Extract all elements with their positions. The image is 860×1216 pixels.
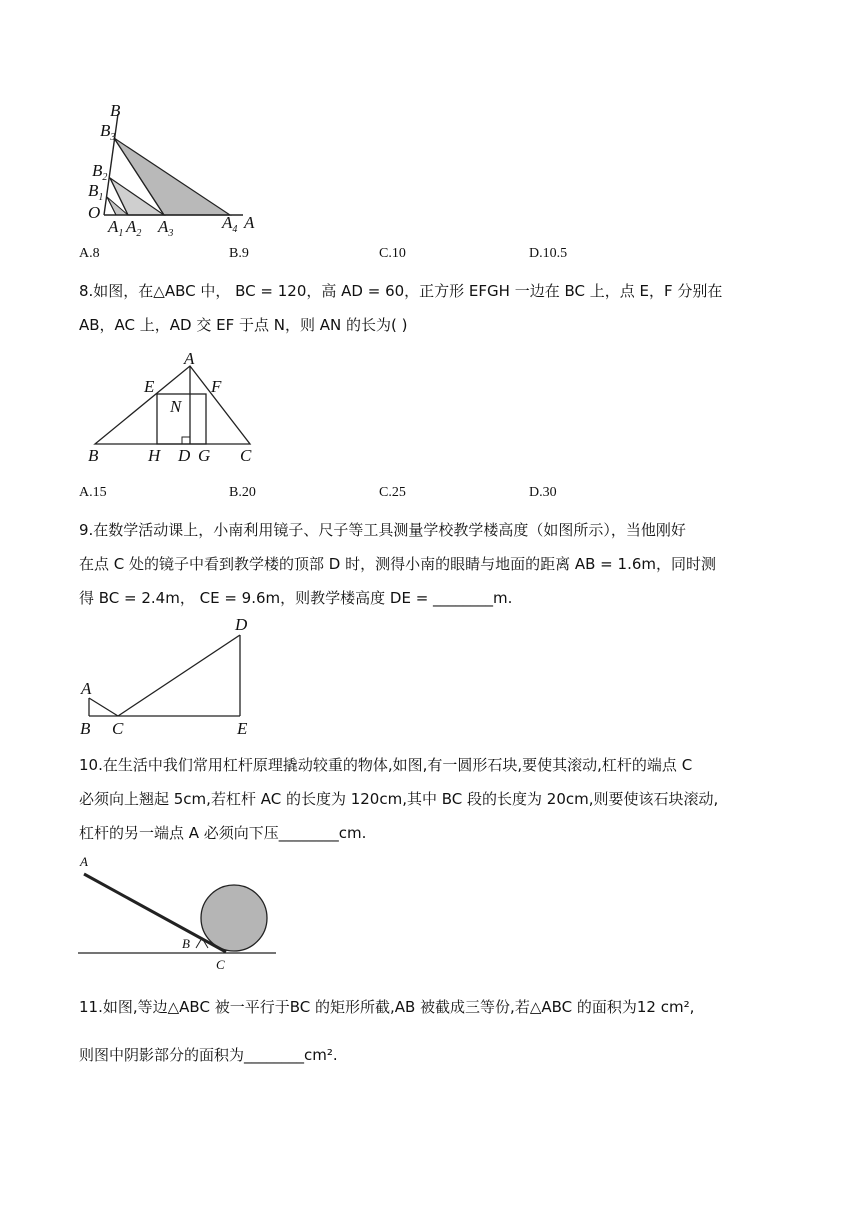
q7-label-a3: $A_3$ <box>158 217 174 239</box>
q7-option-b: B.9 <box>229 246 249 261</box>
q10-text-line1: 10.在生活中我们常用杠杆原理撬动较重的物体,如图,有一圆形石块,要使其滚动,杠杆的端点 C <box>79 756 693 774</box>
q10-label-a: A <box>80 854 88 869</box>
q8-label-h: H <box>148 446 161 465</box>
q8-label-g: G <box>198 446 211 465</box>
q9-text-line1: 9.在数学活动课上，小南利用镜子、尺子等工具测量学校教学楼高度（如图所示），当他刚好 <box>79 521 686 539</box>
q10-text-line3: 杠杆的另一端点 A 必须向下压________cm. <box>79 824 367 842</box>
q9-label-a: A <box>81 679 92 698</box>
q7-label-a: A <box>244 213 255 232</box>
q7-label-b3: $B_3$ <box>100 121 116 143</box>
q8-option-b: B.20 <box>229 485 256 500</box>
q7-option-c: C.10 <box>379 246 406 261</box>
q10-rock <box>201 885 267 951</box>
q8-label-n: N <box>170 397 182 416</box>
q8-option-a: A.15 <box>79 485 107 500</box>
q8-right-angle <box>182 437 190 444</box>
q8-text-line2: AB，AC 上，AD 交 EF 于点 N，则 AN 的长为( ) <box>79 316 408 334</box>
q8-label-c: C <box>240 446 252 465</box>
q8-option-d: D.30 <box>529 485 557 500</box>
q8-figure <box>80 350 270 468</box>
q9-label-b: B <box>80 719 91 738</box>
q11-text-line2: 则图中阴影部分的面积为________cm². <box>79 1046 338 1064</box>
q9-text-line2: 在点 C 处的镜子中看到教学楼的顶部 D 时，测得小南的眼睛与地面的距离 AB = 1.6m，同时测 <box>79 555 716 573</box>
q7-label-o: O <box>88 203 101 222</box>
q8-option-c: C.25 <box>379 485 406 500</box>
q8-label-e: E <box>144 377 155 396</box>
q8-label-b: B <box>88 446 99 465</box>
q9-label-d: D <box>235 615 248 634</box>
q9-text-line3: 得 BC = 2.4m， CE = 9.6m，则教学楼高度 DE = ________m. <box>79 589 513 607</box>
q9-segment-ac <box>89 698 118 716</box>
q8-label-a: A <box>184 350 195 368</box>
q9-label-e: E <box>237 719 248 738</box>
q9-segment-cd <box>118 635 240 716</box>
q8-text-line1: 8.如图，在△ABC 中， BC = 120，高 AD = 60，正方形 EFGH 一边在 BC 上，点 E，F 分别在 <box>79 282 723 300</box>
q10-label-b: B <box>182 936 190 951</box>
q10-figure <box>76 852 286 977</box>
q7-label-b2: $B_2$ <box>92 161 108 183</box>
q11-text-line1: 11.如图,等边△ABC 被一平行于BC 的矩形所截,AB 被截成三等份,若△ABC 的面积为12 cm², <box>79 998 695 1016</box>
q9-label-c: C <box>112 719 124 738</box>
q7-label-b: B <box>110 101 121 120</box>
q8-label-d: D <box>178 446 191 465</box>
q10-label-c: C <box>216 957 225 972</box>
q7-figure <box>80 100 270 240</box>
q7-label-a2: $A_2$ <box>126 217 142 239</box>
q7-label-b1: $B_1$ <box>88 181 104 203</box>
q7-label-a1: $A_1$ <box>108 217 124 239</box>
q10-text-line2: 必须向上翘起 5cm,若杠杆 AC 的长度为 120cm,其中 BC 段的长度为 20cm,则要使该石块滚动, <box>79 790 719 808</box>
q7-label-a4: $A_4$ <box>222 213 238 235</box>
q7-option-d: D.10.5 <box>529 246 568 261</box>
q8-label-f: F <box>211 377 222 396</box>
q9-figure <box>78 612 268 742</box>
q7-option-a: A.8 <box>79 246 100 261</box>
